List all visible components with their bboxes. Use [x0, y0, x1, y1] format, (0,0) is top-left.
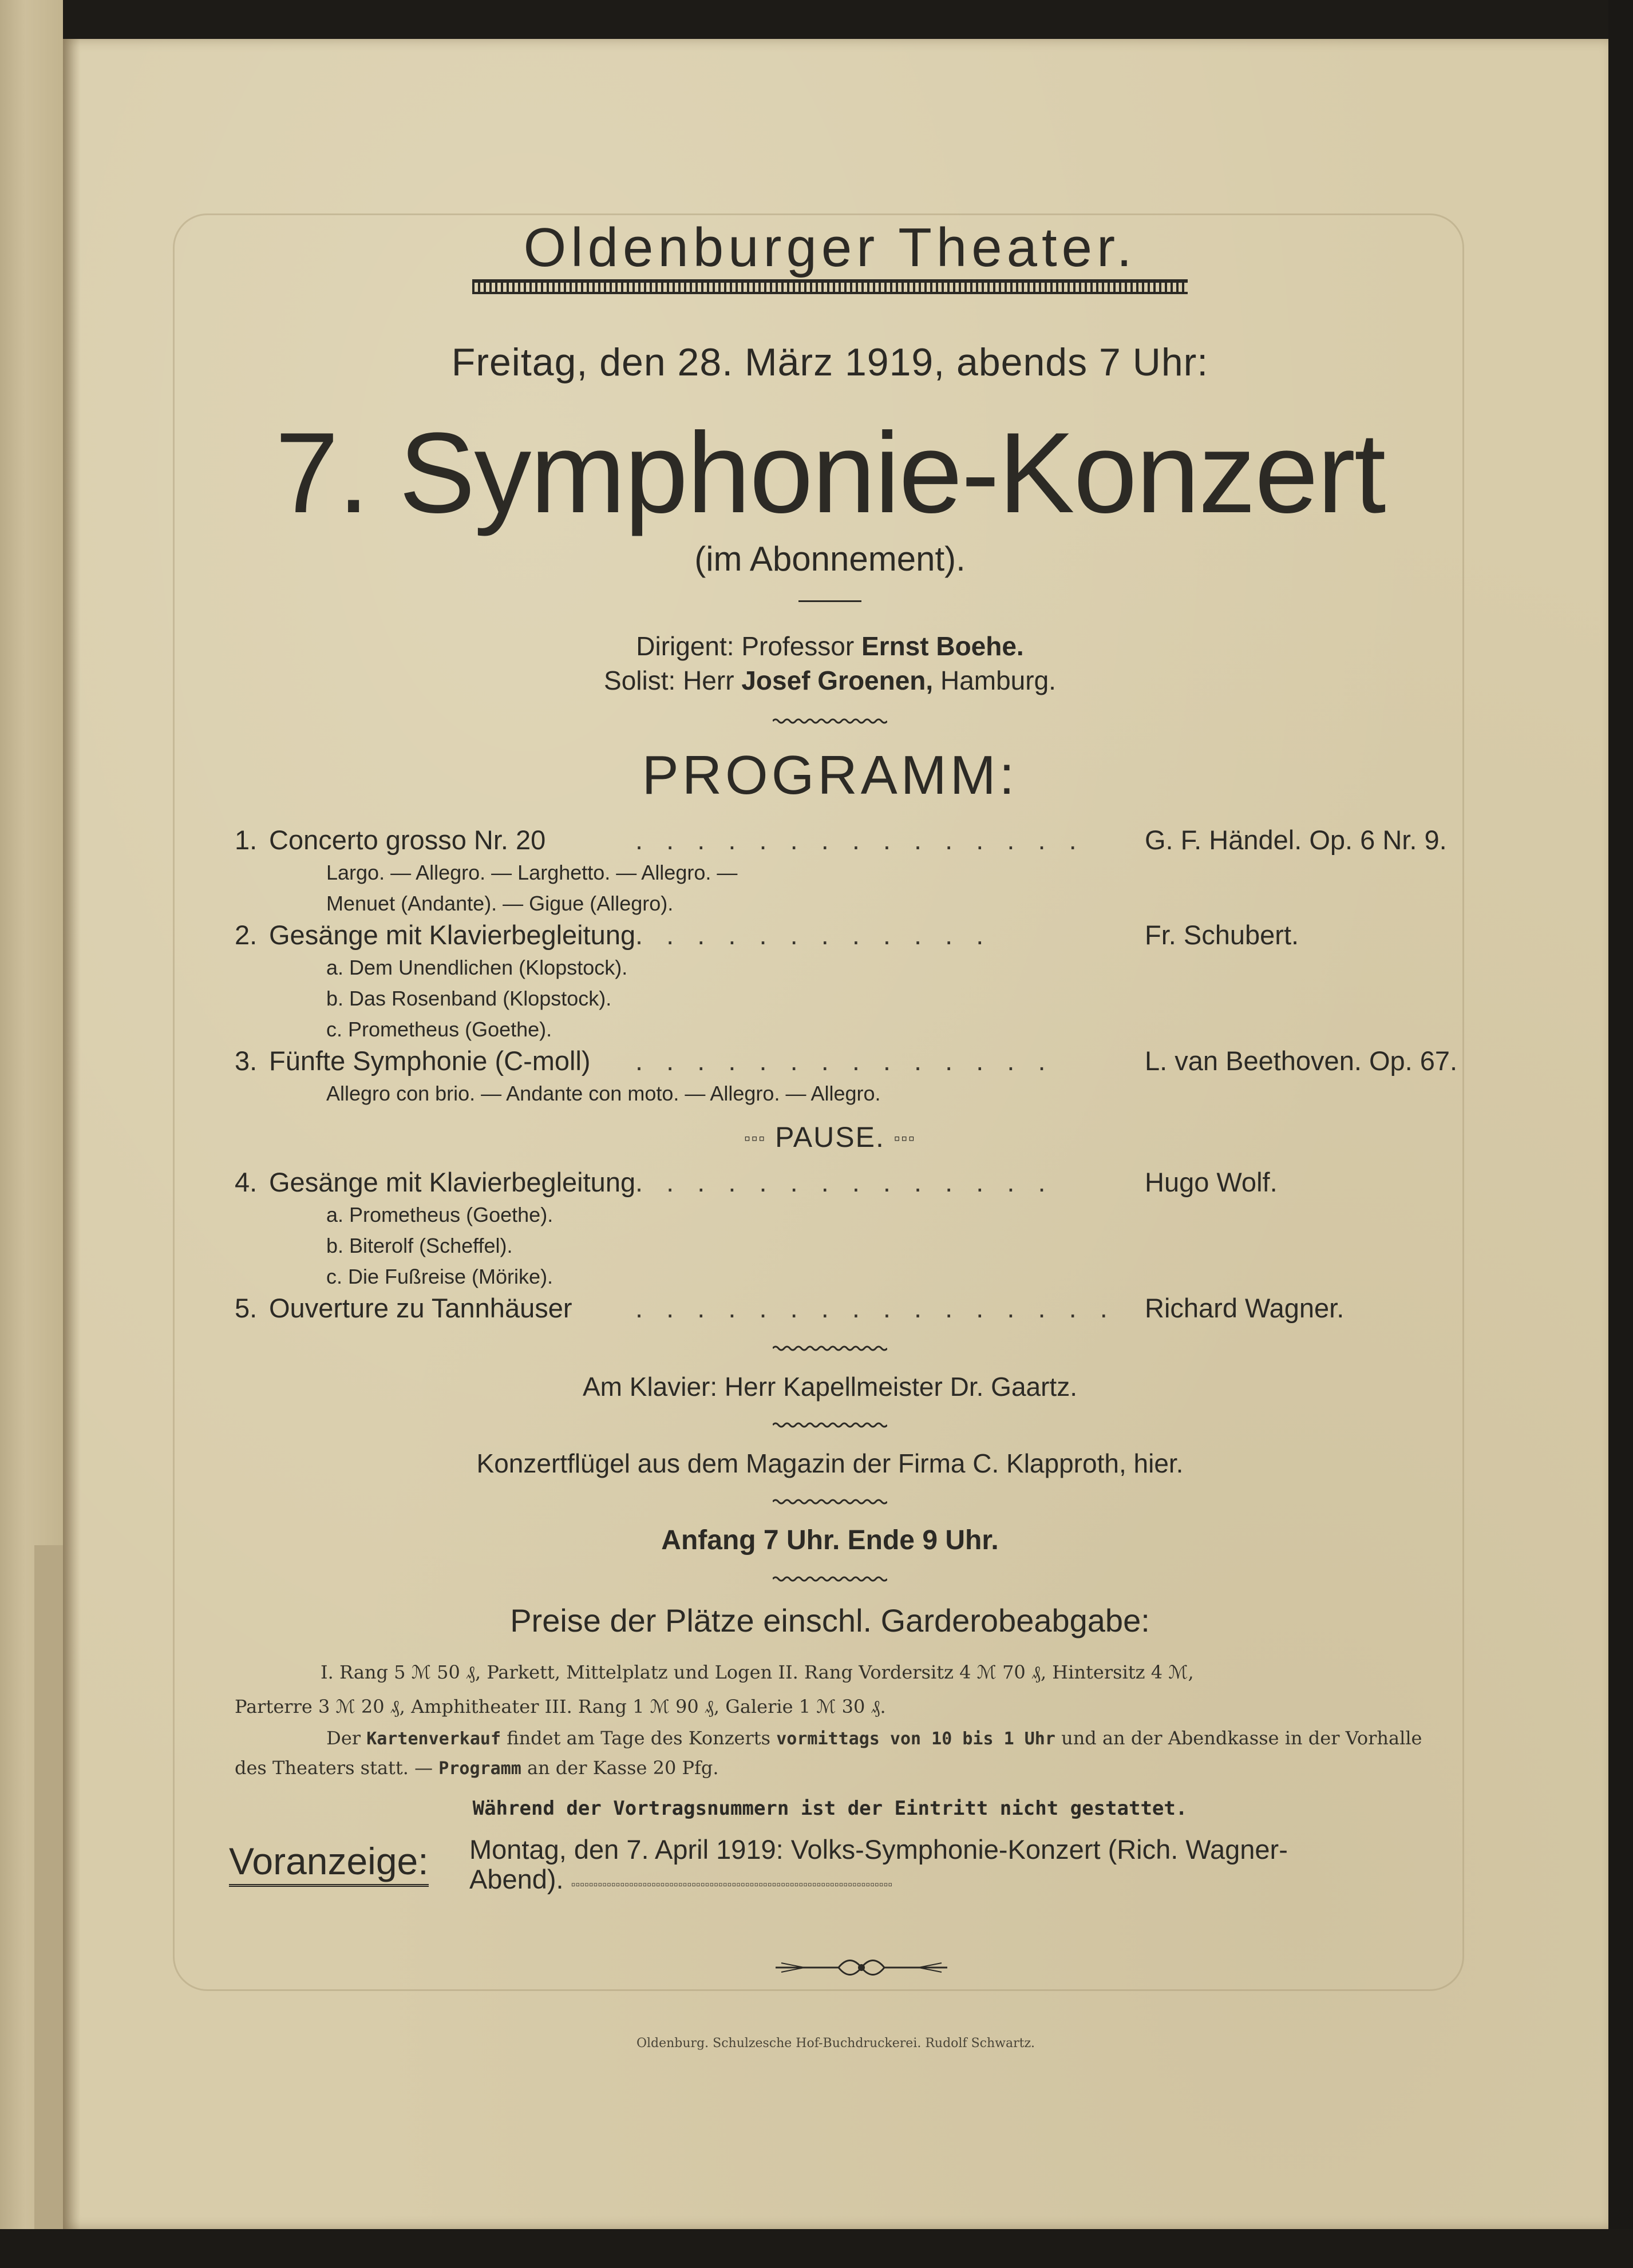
program-heading: PROGRAMM: [642, 744, 1018, 806]
program-item-detail: a. Prometheus (Goethe). [326, 1202, 553, 1226]
soloist-label: Solist: Herr [604, 665, 734, 695]
program-item [235, 824, 1447, 857]
concert-title: 7. Symphonie-Konzert [275, 409, 1385, 537]
page-spine-shadow [63, 39, 80, 2229]
soloist-name: Josef Groenen, [741, 665, 934, 695]
preview-fill-ornament: ▫▫▫▫▫▫▫▫▫▫▫▫▫▫▫▫▫▫▫▫▫▫▫▫▫▫▫▫▫▫▫▫▫▫▫▫▫▫▫▫▫▫▫▫▫▫▫▫▫▫▫▫▫▫▫▫▫▫▫▫▫▫▫▫▫▫▫▫▫▫▫▫ [571, 1877, 893, 1891]
soloist-line [235, 664, 1425, 698]
prices-line-1-text: I. Rang 5 ℳ 50 ₰, Parkett, Mittelplatz und Logen II. Rang Vordersitz 4 ℳ 70 ₰, Hintersitz 4 ℳ, [321, 1661, 1194, 1683]
program-item-number: 5. [235, 1292, 258, 1323]
conductor-label: Dirigent: Professor [636, 631, 855, 661]
program-item-title: Concerto grosso Nr. 20 [269, 824, 546, 855]
entry-notice: Während der Vortragsnummern ist der Eintritt nicht gestattet. [472, 1796, 1188, 1820]
wavy-divider [773, 1343, 887, 1354]
program-item-composer: Fr. Schubert. [1145, 919, 1299, 950]
top-dark-strip [63, 0, 1608, 39]
conductor-name: Ernst Boehe. [861, 631, 1024, 661]
program-item-leader-dots: . . . . . . . . . . . . [635, 919, 992, 950]
program-item-leader-dots: . . . . . . . . . . . . . . [635, 1045, 1054, 1076]
printer-imprint: Oldenburg. Schulzesche Hof-Buchdruckerei. Rudolf Schwartz. [636, 2036, 1035, 2051]
theater-name: Oldenburger Theater. [523, 217, 1137, 278]
program-item-composer: Hugo Wolf. [1145, 1166, 1278, 1197]
program-item-detail: Largo. — Allegro. — Larghetto. — Allegro. — [326, 860, 738, 884]
box-office-text [235, 1724, 1425, 1783]
preview-text [469, 1835, 1420, 1899]
program-item-leader-dots: . . . . . . . . . . . . . . . . [635, 1292, 1116, 1323]
program-item [235, 1166, 1425, 1200]
program-item [235, 1045, 1458, 1078]
program-item-composer: Richard Wagner. [1145, 1292, 1345, 1323]
preview-line-2-text: Abend). [469, 1863, 564, 1894]
concert-date: Freitag, den 28. März 1919, abends 7 Uhr: [451, 341, 1209, 384]
page-content [229, 182, 1458, 1903]
program-item-composer: L. van Beethoven. Op. 67. [1145, 1045, 1458, 1076]
program-item-title: Ouverture zu Tannhäuser [269, 1292, 572, 1323]
program-item-detail: Menuet (Andante). — Gigue (Allegro). [326, 891, 674, 915]
prices-line-2: Parterre 3 ℳ 20 ₰, Amphitheater III. Rang 1 ℳ 90 ₰, Galerie 1 ℳ 30 ₰. [235, 1695, 886, 1717]
pause-label: PAUSE. [775, 1121, 885, 1153]
program-item-composer: G. F. Händel. Op. 6 Nr. 9. [1145, 824, 1447, 855]
program-item-leader-dots: . . . . . . . . . . . . . . . [635, 824, 1085, 855]
divider-rule [798, 600, 861, 602]
pause-box-ornament: ▫▫▫ [893, 1129, 916, 1149]
concert-times: Anfang 7 Uhr. Ende 9 Uhr. [661, 1525, 999, 1555]
kasse-d: vormittags von 10 bis 1 Uhr [776, 1728, 1055, 1749]
program-item-number: 1. [235, 824, 258, 855]
soloist-city: Hamburg. [940, 665, 1056, 695]
concert-subtitle: (im Abonnement). [694, 540, 966, 578]
conductor-line [235, 630, 1425, 664]
program-list [235, 824, 1458, 1325]
right-dark-edge [1608, 0, 1633, 2229]
program-page [63, 39, 1608, 2229]
preview-line-1: Montag, den 7. April 1919: Volks-Symphonie-Konzert (Rich. Wagner- [469, 1834, 1288, 1865]
wavy-divider [773, 1573, 887, 1585]
program-item-detail: Allegro con brio. — Andante con moto. — Allegro. — Allegro. [326, 1081, 881, 1105]
program-item-title: Gesänge mit Klavierbegleitung [269, 1166, 636, 1197]
program-item-detail: c. Die Fußreise (Mörike). [326, 1264, 553, 1288]
program-item-detail: b. Das Rosenband (Klopstock). [326, 986, 612, 1010]
wavy-divider [773, 1496, 887, 1507]
pause-line [235, 1121, 1425, 1154]
grand-piano-credit: Konzertflügel aus dem Magazin der Firma C. Klapproth, hier. [476, 1448, 1184, 1478]
program-item-title: Gesänge mit Klavierbegleitung [269, 919, 636, 950]
program-item-leader-dots: . . . . . . . . . . . . . . [635, 1166, 1054, 1197]
kasse-g: Programm [438, 1758, 521, 1779]
wavy-divider [773, 1419, 887, 1431]
left-page-fold [34, 1545, 63, 2229]
prices-line-1 [235, 1655, 1425, 1689]
program-item [235, 919, 1425, 952]
program-item-detail: a. Dem Unendlichen (Klopstock). [326, 955, 628, 979]
theater-underline [472, 279, 1188, 294]
program-item-number: 4. [235, 1166, 258, 1197]
program-item-title: Fünfte Symphonie (C-moll) [269, 1045, 591, 1076]
theater-header [235, 182, 1425, 294]
piano-accompanist: Am Klavier: Herr Kapellmeister Dr. Gaartz. [582, 1371, 1077, 1402]
kasse-e: und an der Abendkasse in [1061, 1727, 1303, 1749]
program-item-number: 2. [235, 919, 258, 950]
wavy-divider [773, 715, 887, 727]
bow-ornament [770, 1950, 953, 1985]
preview-label: Voranzeige: [229, 1839, 429, 1887]
preview-announcement [229, 1834, 1425, 1903]
kasse-f: der Vorhalle des Theaters statt. — [235, 1727, 1422, 1779]
kasse-b: Kartenverkauf [366, 1728, 501, 1749]
pause-box-ornament: ▫▫▫ [744, 1129, 766, 1149]
preview-line-2 [469, 1865, 1420, 1899]
prices-heading: Preise der Plätze einschl. Garderobeabgabe: [510, 1602, 1150, 1638]
prices-text [235, 1655, 1425, 1724]
kasse-h: an der Kasse 20 Pfg. [527, 1756, 719, 1779]
program-item [235, 1292, 1425, 1325]
kasse-a: Der [326, 1727, 361, 1749]
kasse-c: findet am Tage des Konzerts [507, 1727, 771, 1749]
program-item-detail: c. Prometheus (Goethe). [326, 1017, 552, 1041]
program-item-detail: b. Biterolf (Scheffel). [326, 1233, 513, 1257]
program-item-number: 3. [235, 1045, 258, 1076]
